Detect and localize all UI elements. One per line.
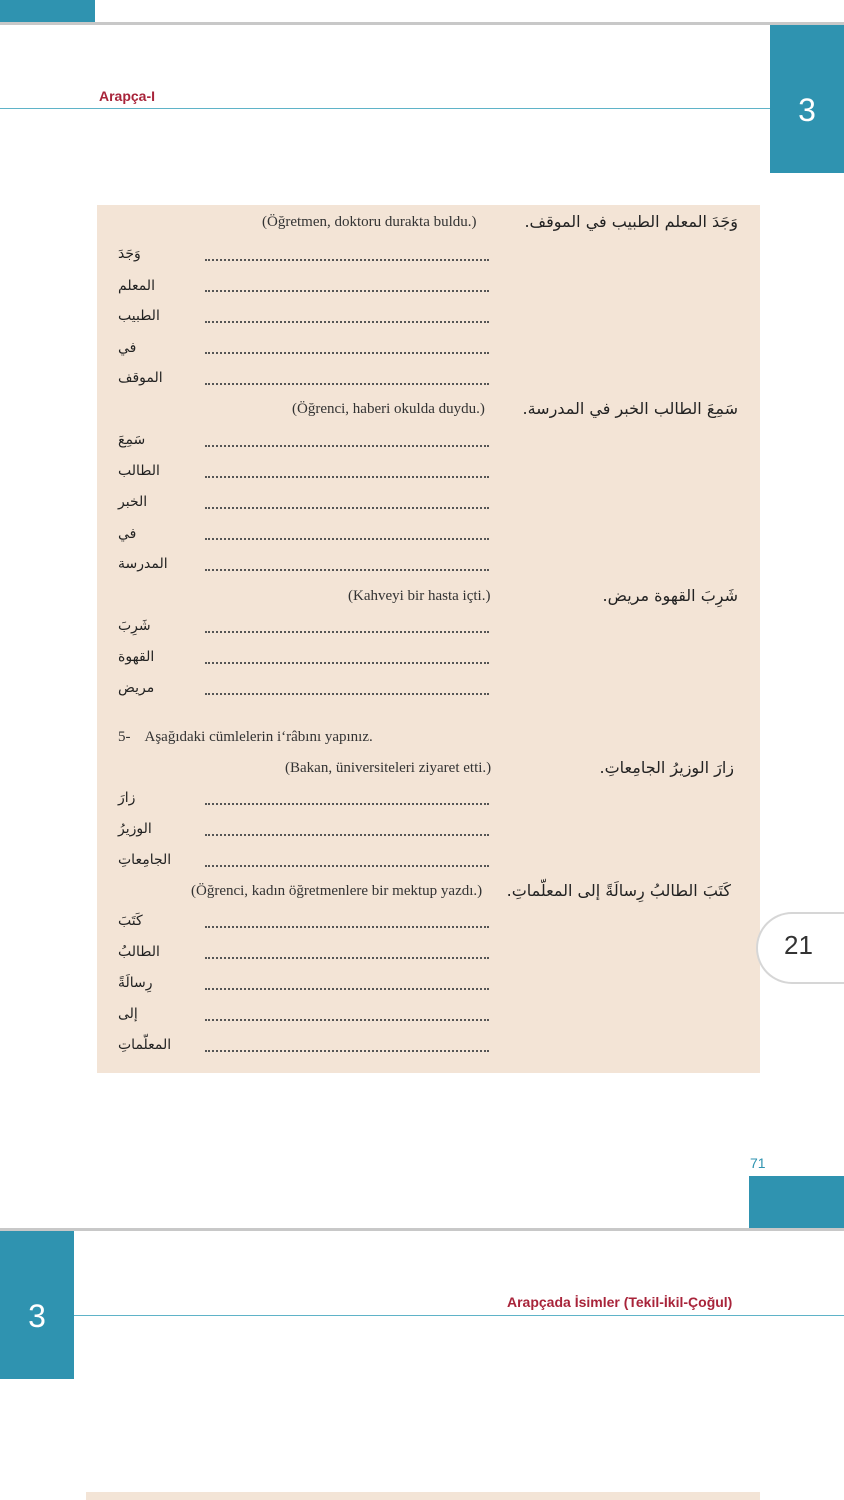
answer-line[interactable]	[205, 957, 489, 959]
arabic-sentence: وَجَدَ المعلم الطبيب في الموقف.	[524, 212, 738, 231]
answer-line[interactable]	[205, 352, 489, 354]
exercise-instruction	[118, 729, 373, 746]
answer-line[interactable]	[205, 569, 489, 571]
footer-block	[749, 1176, 844, 1228]
arabic-word: الطبيب	[118, 308, 160, 324]
arabic-sentence: سَمِعَ الطالب الخبر في المدرسة.	[522, 399, 738, 418]
answer-line[interactable]	[205, 988, 489, 990]
answer-line[interactable]	[205, 1050, 489, 1052]
unit-title-rule	[74, 1315, 844, 1316]
exercise-box	[97, 205, 760, 1073]
page-indicator-number: 21	[784, 930, 813, 960]
arabic-sentence: كَتَبَ الطالبُ رِسالَةً إلى المعلّماتِ.	[506, 881, 731, 900]
answer-line[interactable]	[205, 290, 489, 292]
answer-line[interactable]	[205, 383, 489, 385]
arabic-word: شَرِبَ	[118, 618, 151, 634]
answer-line[interactable]	[205, 476, 489, 478]
exercise-number: 5-	[118, 729, 131, 745]
arabic-word: الموقف	[118, 370, 163, 386]
arabic-word: إلى	[118, 1006, 138, 1022]
header-rule	[0, 108, 770, 109]
chapter-tab-next: 3	[0, 1231, 74, 1379]
sentence-translation: (Öğretmen, doktoru durakta buldu.)	[262, 214, 477, 230]
unit-title: Arapçada İsimler (Tekil-İkil-Çoğul)	[507, 1294, 733, 1310]
answer-line[interactable]	[205, 803, 489, 805]
arabic-word: الوزيرُ	[118, 821, 152, 837]
arabic-word: مريض	[118, 680, 155, 696]
answer-line[interactable]	[205, 445, 489, 447]
sentence-translation: (Kahveyi bir hasta içti.)	[348, 588, 491, 604]
next-exercise-box	[86, 1492, 760, 1500]
arabic-word: المعلم	[118, 278, 155, 294]
sentence-translation: (Bakan, üniversiteleri ziyaret etti.)	[285, 760, 492, 776]
arabic-sentence: شَرِبَ القهوة مريض.	[602, 586, 738, 605]
arabic-word: سَمِعَ	[118, 432, 146, 448]
instruction-text: Aşağıdaki cümlelerin i‘râbını yapınız.	[144, 729, 373, 745]
course-title: Arapça-I	[99, 88, 156, 104]
top-divider	[0, 22, 844, 25]
answer-line[interactable]	[205, 834, 489, 836]
arabic-word: زارَ	[118, 790, 136, 806]
answer-line[interactable]	[205, 321, 489, 323]
arabic-word: القهوة	[118, 649, 155, 665]
answer-line[interactable]	[205, 631, 489, 633]
page-number: 71	[750, 1155, 766, 1171]
arabic-sentence: زارَ الوزيرُ الجامِعاتِ.	[599, 758, 734, 777]
answer-line[interactable]	[205, 662, 489, 664]
answer-line[interactable]	[205, 1019, 489, 1021]
top-left-tab	[0, 0, 95, 22]
sentence-translation: (Öğrenci, kadın öğretmenlere bir mektup yazdı.)	[191, 883, 483, 899]
arabic-word: رِسالَةً	[118, 975, 153, 991]
arabic-word: الخبر	[118, 494, 148, 510]
sentence-translation: (Öğrenci, haberi okulda duydu.)	[292, 401, 485, 417]
arabic-word: الجامِعاتِ	[118, 852, 172, 868]
answer-line[interactable]	[205, 693, 489, 695]
page-divider	[0, 1228, 844, 1231]
arabic-word: في	[118, 340, 137, 356]
arabic-word: كَتَبَ	[118, 913, 143, 929]
arabic-word: المعلّماتِ	[118, 1037, 172, 1053]
chapter-tab: 3	[770, 25, 844, 173]
arabic-word: الطالب	[118, 463, 160, 479]
arabic-word: الطالبُ	[118, 944, 160, 960]
answer-line[interactable]	[205, 926, 489, 928]
arabic-word: وَجَدَ	[118, 246, 141, 262]
arabic-word: في	[118, 526, 137, 542]
answer-line[interactable]	[205, 865, 489, 867]
answer-line[interactable]	[205, 259, 489, 261]
arabic-word: المدرسة	[118, 556, 168, 572]
answer-line[interactable]	[205, 507, 489, 509]
answer-line[interactable]	[205, 538, 489, 540]
